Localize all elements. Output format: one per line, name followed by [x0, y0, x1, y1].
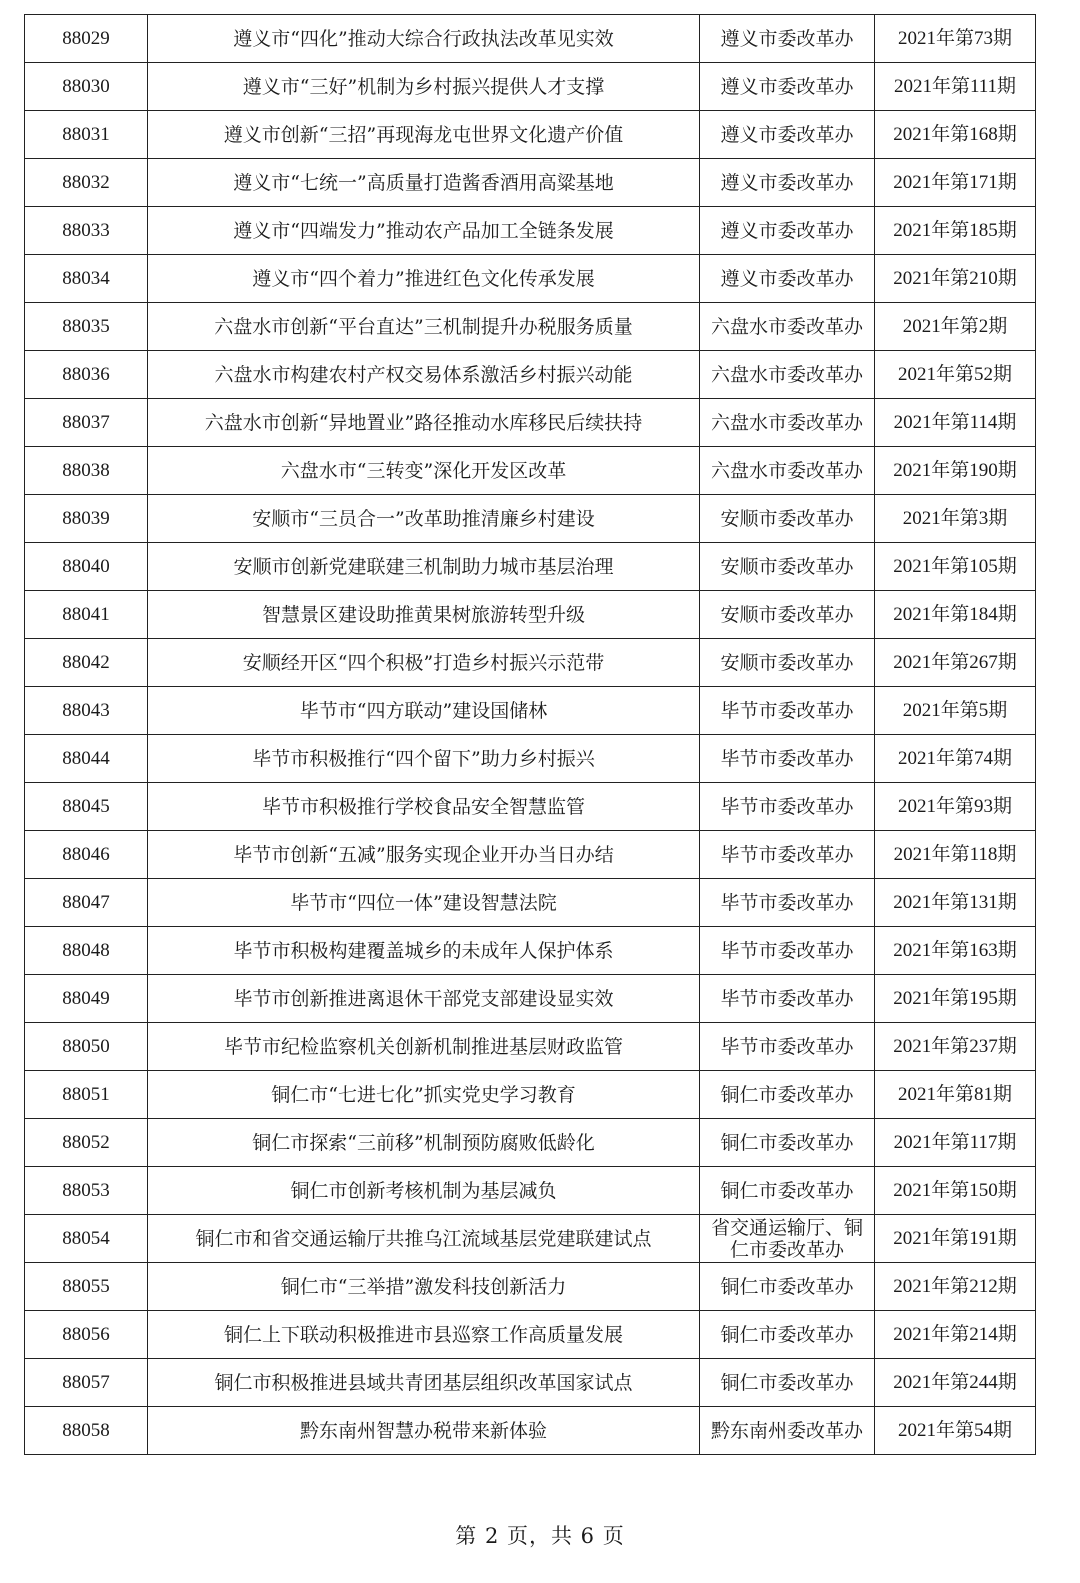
table-row [25, 591, 1036, 639]
case-id-cell: 88033 [25, 207, 148, 255]
table-row [25, 255, 1036, 303]
case-title-cell: 遵义市“七统一”高质量打造酱香酒用高粱基地 [148, 159, 700, 207]
issue-number-cell: 2021年第54期 [875, 1407, 1036, 1455]
submitting-org-cell: 六盘水市委改革办 [700, 351, 875, 399]
table-row [25, 1407, 1036, 1455]
submitting-org-cell: 铜仁市委改革办 [700, 1263, 875, 1311]
submitting-org-cell: 铜仁市委改革办 [700, 1119, 875, 1167]
case-id-cell: 88050 [25, 1023, 148, 1071]
table-row [25, 303, 1036, 351]
issue-number-cell: 2021年第244期 [875, 1359, 1036, 1407]
case-title-cell: 遵义市“四端发力”推动农产品加工全链条发展 [148, 207, 700, 255]
case-title-cell: 六盘水市创新“异地置业”路径推动水库移民后续扶持 [148, 399, 700, 447]
case-id-cell: 88058 [25, 1407, 148, 1455]
issue-number-cell: 2021年第74期 [875, 735, 1036, 783]
submitting-org-cell: 安顺市委改革办 [700, 591, 875, 639]
case-title-cell: 智慧景区建设助推黄果树旅游转型升级 [148, 591, 700, 639]
case-title-cell: 铜仁市创新考核机制为基层减负 [148, 1167, 700, 1215]
issue-number-cell: 2021年第195期 [875, 975, 1036, 1023]
case-id-cell: 88031 [25, 111, 148, 159]
table-row [25, 1119, 1036, 1167]
table-row [25, 975, 1036, 1023]
submitting-org-cell: 毕节市委改革办 [700, 975, 875, 1023]
issue-number-cell: 2021年第267期 [875, 639, 1036, 687]
issue-number-cell: 2021年第81期 [875, 1071, 1036, 1119]
table-row [25, 1263, 1036, 1311]
issue-number-cell: 2021年第105期 [875, 543, 1036, 591]
issue-number-cell: 2021年第168期 [875, 111, 1036, 159]
case-title-cell: 毕节市积极构建覆盖城乡的未成年人保护体系 [148, 927, 700, 975]
submitting-org-cell: 铜仁市委改革办 [700, 1071, 875, 1119]
case-id-cell: 88039 [25, 495, 148, 543]
case-id-cell: 88047 [25, 879, 148, 927]
table-row [25, 687, 1036, 735]
issue-number-cell: 2021年第118期 [875, 831, 1036, 879]
issue-number-cell: 2021年第185期 [875, 207, 1036, 255]
issue-number-cell: 2021年第212期 [875, 1263, 1036, 1311]
issue-number-cell: 2021年第111期 [875, 63, 1036, 111]
submitting-org-cell: 毕节市委改革办 [700, 687, 875, 735]
issue-number-cell: 2021年第184期 [875, 591, 1036, 639]
submitting-org-cell: 遵义市委改革办 [700, 159, 875, 207]
case-id-cell: 88041 [25, 591, 148, 639]
case-id-cell: 88038 [25, 447, 148, 495]
table-row [25, 1311, 1036, 1359]
case-id-cell: 88032 [25, 159, 148, 207]
case-title-cell: 六盘水市创新“平台直达”三机制提升办税服务质量 [148, 303, 700, 351]
case-id-cell: 88035 [25, 303, 148, 351]
submitting-org-cell: 六盘水市委改革办 [700, 399, 875, 447]
case-title-cell: 黔东南州智慧办税带来新体验 [148, 1407, 700, 1455]
table-row [25, 399, 1036, 447]
issue-number-cell: 2021年第3期 [875, 495, 1036, 543]
case-id-cell: 88055 [25, 1263, 148, 1311]
table-row [25, 111, 1036, 159]
submitting-org-cell: 安顺市委改革办 [700, 495, 875, 543]
submitting-org-cell: 铜仁市委改革办 [700, 1311, 875, 1359]
submitting-org-cell: 六盘水市委改革办 [700, 447, 875, 495]
issue-number-cell: 2021年第52期 [875, 351, 1036, 399]
table-row [25, 15, 1036, 63]
case-title-cell: 安顺市“三员合一”改革助推清廉乡村建设 [148, 495, 700, 543]
case-title-cell: 毕节市纪检监察机关创新机制推进基层财政监管 [148, 1023, 700, 1071]
submitting-org-cell: 安顺市委改革办 [700, 543, 875, 591]
table-row [25, 63, 1036, 111]
submitting-org-cell: 遵义市委改革办 [700, 15, 875, 63]
table-row [25, 1071, 1036, 1119]
table-row [25, 927, 1036, 975]
table-row [25, 207, 1036, 255]
case-id-cell: 88030 [25, 63, 148, 111]
case-id-cell: 88056 [25, 1311, 148, 1359]
case-title-cell: 毕节市积极推行“四个留下”助力乡村振兴 [148, 735, 700, 783]
submitting-org-cell: 遵义市委改革办 [700, 207, 875, 255]
table-row [25, 1167, 1036, 1215]
case-id-cell: 88054 [25, 1215, 148, 1263]
case-title-cell: 六盘水市构建农村产权交易体系激活乡村振兴动能 [148, 351, 700, 399]
table-row [25, 351, 1036, 399]
issue-number-cell: 2021年第163期 [875, 927, 1036, 975]
case-list-body [25, 15, 1036, 1455]
case-title-cell: 安顺经开区“四个积极”打造乡村振兴示范带 [148, 639, 700, 687]
case-id-cell: 88051 [25, 1071, 148, 1119]
case-id-cell: 88037 [25, 399, 148, 447]
submitting-org-cell: 毕节市委改革办 [700, 927, 875, 975]
case-id-cell: 88052 [25, 1119, 148, 1167]
submitting-org-cell: 毕节市委改革办 [700, 879, 875, 927]
case-id-cell: 88043 [25, 687, 148, 735]
submitting-org-cell: 铜仁市委改革办 [700, 1167, 875, 1215]
case-id-cell: 88045 [25, 783, 148, 831]
case-id-cell: 88048 [25, 927, 148, 975]
case-title-cell: 毕节市创新推进离退休干部党支部建设显实效 [148, 975, 700, 1023]
issue-number-cell: 2021年第131期 [875, 879, 1036, 927]
issue-number-cell: 2021年第117期 [875, 1119, 1036, 1167]
issue-number-cell: 2021年第73期 [875, 15, 1036, 63]
issue-number-cell: 2021年第210期 [875, 255, 1036, 303]
submitting-org-cell: 黔东南州委改革办 [700, 1407, 875, 1455]
issue-number-cell: 2021年第114期 [875, 399, 1036, 447]
table-row [25, 543, 1036, 591]
table-row [25, 735, 1036, 783]
submitting-org-cell: 省交通运输厅、铜仁市委改革办 [700, 1215, 875, 1263]
case-id-cell: 88044 [25, 735, 148, 783]
submitting-org-cell: 毕节市委改革办 [700, 831, 875, 879]
case-title-cell: 六盘水市“三转变”深化开发区改革 [148, 447, 700, 495]
case-title-cell: 铜仁市探索“三前移”机制预防腐败低龄化 [148, 1119, 700, 1167]
table-row [25, 783, 1036, 831]
issue-number-cell: 2021年第150期 [875, 1167, 1036, 1215]
submitting-org-cell: 安顺市委改革办 [700, 639, 875, 687]
case-id-cell: 88036 [25, 351, 148, 399]
case-id-cell: 88029 [25, 15, 148, 63]
case-title-cell: 毕节市“四位一体”建设智慧法院 [148, 879, 700, 927]
table-row [25, 879, 1036, 927]
case-title-cell: 铜仁市“七进七化”抓实党史学习教育 [148, 1071, 700, 1119]
table-row [25, 495, 1036, 543]
submitting-org-cell: 遵义市委改革办 [700, 111, 875, 159]
issue-number-cell: 2021年第5期 [875, 687, 1036, 735]
case-title-cell: 铜仁上下联动积极推进市县巡察工作高质量发展 [148, 1311, 700, 1359]
table-row [25, 639, 1036, 687]
table-row [25, 159, 1036, 207]
case-id-cell: 88040 [25, 543, 148, 591]
issue-number-cell: 2021年第191期 [875, 1215, 1036, 1263]
submitting-org-cell: 六盘水市委改革办 [700, 303, 875, 351]
case-id-cell: 88053 [25, 1167, 148, 1215]
case-title-cell: 遵义市创新“三招”再现海龙屯世界文化遗产价值 [148, 111, 700, 159]
table-row [25, 1215, 1036, 1263]
case-title-cell: 铜仁市积极推进县域共青团基层组织改革国家试点 [148, 1359, 700, 1407]
case-list-table [24, 14, 1036, 1455]
page-number: 第 2 页，共 6 页 [455, 1524, 625, 1548]
submitting-org-cell: 毕节市委改革办 [700, 783, 875, 831]
table-row [25, 447, 1036, 495]
issue-number-cell: 2021年第2期 [875, 303, 1036, 351]
case-id-cell: 88042 [25, 639, 148, 687]
issue-number-cell: 2021年第214期 [875, 1311, 1036, 1359]
submitting-org-cell: 铜仁市委改革办 [700, 1359, 875, 1407]
submitting-org-cell: 毕节市委改革办 [700, 735, 875, 783]
case-id-cell: 88049 [25, 975, 148, 1023]
table-row [25, 831, 1036, 879]
case-id-cell: 88034 [25, 255, 148, 303]
submitting-org-cell: 遵义市委改革办 [700, 255, 875, 303]
issue-number-cell: 2021年第171期 [875, 159, 1036, 207]
case-title-cell: 遵义市“四个着力”推进红色文化传承发展 [148, 255, 700, 303]
case-title-cell: 铜仁市“三举措”激发科技创新活力 [148, 1263, 700, 1311]
submitting-org-cell: 遵义市委改革办 [700, 63, 875, 111]
issue-number-cell: 2021年第93期 [875, 783, 1036, 831]
table-row [25, 1359, 1036, 1407]
case-id-cell: 88057 [25, 1359, 148, 1407]
case-title-cell: 安顺市创新党建联建三机制助力城市基层治理 [148, 543, 700, 591]
table-row [25, 1023, 1036, 1071]
case-id-cell: 88046 [25, 831, 148, 879]
case-title-cell: 遵义市“四化”推动大综合行政执法改革见实效 [148, 15, 700, 63]
case-title-cell: 毕节市“四方联动”建设国储林 [148, 687, 700, 735]
submitting-org-cell: 毕节市委改革办 [700, 1023, 875, 1071]
issue-number-cell: 2021年第237期 [875, 1023, 1036, 1071]
issue-number-cell: 2021年第190期 [875, 447, 1036, 495]
case-title-cell: 铜仁市和省交通运输厅共推乌江流域基层党建联建试点 [148, 1215, 700, 1263]
case-title-cell: 遵义市“三好”机制为乡村振兴提供人才支撑 [148, 63, 700, 111]
case-title-cell: 毕节市积极推行学校食品安全智慧监管 [148, 783, 700, 831]
case-title-cell: 毕节市创新“五减”服务实现企业开办当日办结 [148, 831, 700, 879]
